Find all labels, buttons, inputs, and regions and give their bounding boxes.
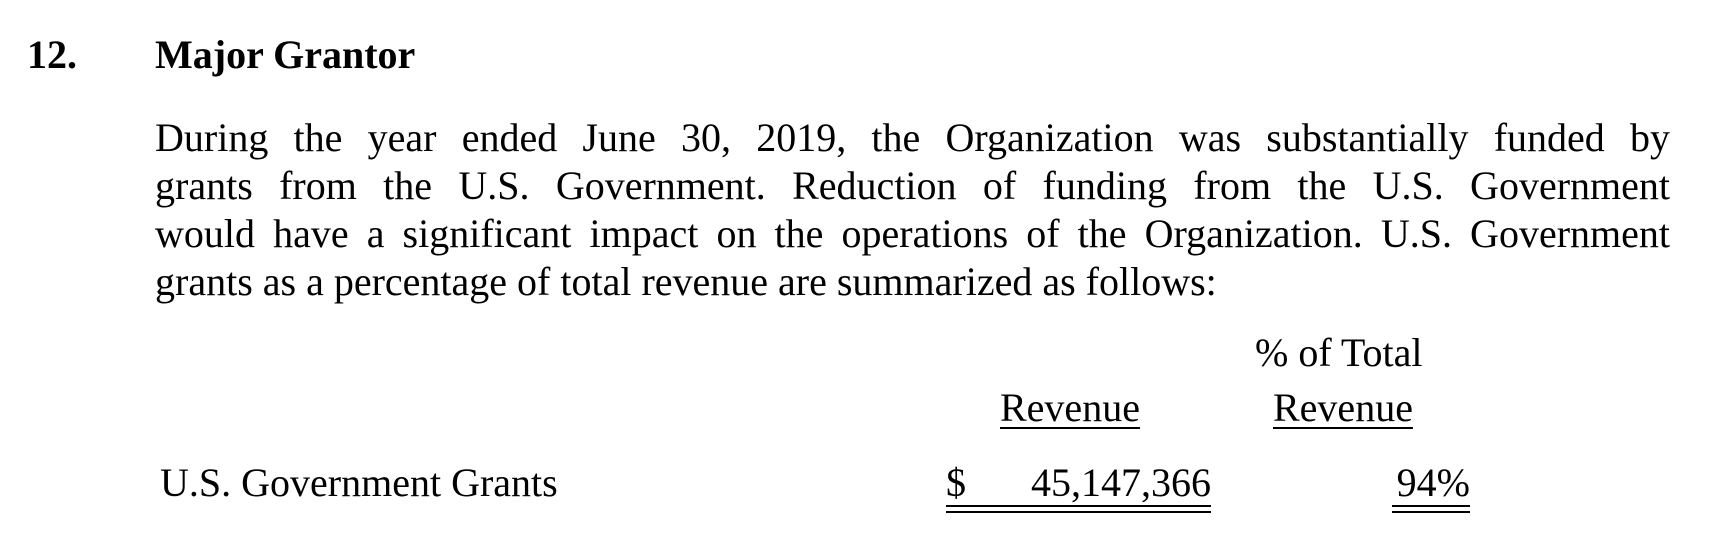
table-header-pct-line2: Revenue: [1273, 385, 1413, 430]
currency-symbol: $: [946, 460, 966, 505]
paragraph-line: grants as a percentage of total revenue are summarized as follows:: [155, 259, 1217, 304]
amount-double-underline-top: [946, 505, 1211, 507]
percent-double-underline-top: [1392, 505, 1470, 507]
amount-double-underline-bottom: [946, 511, 1211, 513]
paragraph-line: would have a significant impact on the operations of the Organization. U.S. Government: [155, 211, 1670, 256]
table-row-label: U.S. Government Grants: [160, 460, 558, 505]
percent-double-underline-bottom: [1392, 511, 1470, 513]
table-header-revenue: Revenue: [1000, 385, 1140, 430]
revenue-amount: 45,147,366: [1031, 460, 1211, 505]
paragraph-line: During the year ended June 30, 2019, the Organization was substantially funded by: [155, 115, 1670, 160]
section-title: Major Grantor: [155, 32, 416, 77]
revenue-cell: [946, 460, 1211, 506]
paragraph: [155, 114, 1670, 306]
table-header-pct-line1: % of Total: [1255, 330, 1423, 375]
percent-cell: 94%: [1396, 460, 1470, 505]
section-number: 12.: [27, 32, 77, 77]
paragraph-line: grants from the U.S. Government. Reduction of funding from the U.S. Government: [155, 163, 1670, 208]
